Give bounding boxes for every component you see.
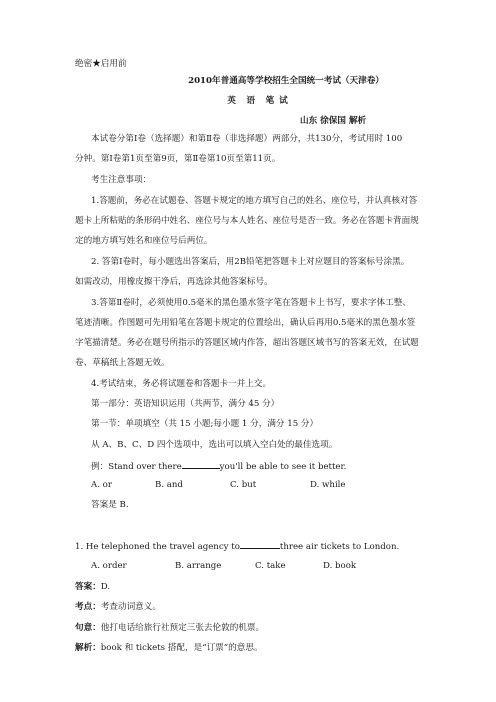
exam-subtitle: 英 语 笔 试 <box>227 96 289 106</box>
answer-line <box>75 582 110 593</box>
note-2-line-2: 如需改动，用橡皮擦干净后，再选涂其他答案标号。 <box>75 277 273 287</box>
notice-heading: 考生注意事项： <box>91 175 152 185</box>
note-1-line-1: 1.答题前，务必在试题卷、答题卡规定的地方填写自己的姓名、座位号，并认真核对答 <box>91 196 418 206</box>
part-1-heading: 第一部分：英语知识运用（共两节，满分 45 分） <box>91 399 280 409</box>
test-point-value: 考查动词意义。 <box>100 602 161 612</box>
exam-title: 2010年普通高等学校招生全国统一考试（天津卷） <box>188 76 384 86</box>
example-blank <box>182 460 220 469</box>
intro-line-1: 本试卷分第Ⅰ卷（选择题）和第Ⅱ卷（非选择题）两部分，共130分，考试用时 100 <box>91 134 403 144</box>
question-1-text-before: 1. He telephoned the travel agency to <box>75 542 240 552</box>
sentence-meaning-line <box>75 623 264 634</box>
section-1-heading: 第一节：单项填空（共 15 小题;每小题 1 分，满分 15 分） <box>91 419 319 429</box>
note-1-line-3: 定的地方填写姓名和座位号后两位。 <box>75 236 213 246</box>
sentence-meaning-value: 他打电话给旅行社预定三张去伦敦的机票。 <box>100 623 265 633</box>
example-label: 例： <box>91 462 109 472</box>
question-1-option-a: A. order <box>91 561 127 571</box>
example-option-d: D. while <box>310 480 346 490</box>
example-text-after: you'll be able to see it better. <box>219 462 347 472</box>
answer-label: 答案： <box>75 582 101 592</box>
confidential-label: 绝密★启用前 <box>75 59 127 69</box>
note-3-line-1: 3.答第Ⅱ卷时，必须使用0.5毫米的黑色墨水签字笔在答题卡上书写，要求字体工整、 <box>91 298 411 308</box>
answer-value: D. <box>100 582 111 592</box>
instruction-text: 从 A、B、C、D 四个选项中，选出可以填入空白处的最佳选项。 <box>91 440 338 450</box>
sentence-meaning-label: 句意： <box>75 623 101 633</box>
note-2-line-1: 2. 答第Ⅰ卷时，每小题选出答案后，用2B铅笔把答题卡上对应题目的答案标号涂黑。 <box>91 257 410 267</box>
question-1-option-d: D. book <box>323 561 357 571</box>
intro-line-2: 分钟。第Ⅰ卷第1页至第9页，第Ⅱ卷第10页至第11页。 <box>75 154 281 164</box>
question-1-stem <box>75 540 399 553</box>
note-3-line-2: 笔迹清晰。作图题可先用铅笔在答题卡规定的位置绘出，确认后再用0.5毫米的黑色墨水签 <box>75 318 416 328</box>
analysis-value: book 和 tickets 搭配，是“订票”的意思。 <box>100 643 263 653</box>
example-sentence <box>91 460 346 473</box>
analysis-line <box>75 643 263 654</box>
note-1-line-2: 题卡上所粘贴的条形码中姓名、座位号与本人姓名、座位号是否一致。务必在答题卡背面规 <box>75 216 419 226</box>
example-option-b: B. and <box>155 480 183 490</box>
example-text-before: Stand over there <box>108 462 182 472</box>
test-point-line <box>75 602 161 613</box>
question-1-option-c: C. take <box>255 561 286 571</box>
note-3-line-3: 字笔描清楚。务必在题号所指示的答题区域内作答，超出答题区域书写的答案无效，在试题 <box>75 338 419 348</box>
note-4: 4.考试结束，务必将试题卷和答题卡一并上交。 <box>91 379 272 389</box>
question-1-blank <box>240 540 280 549</box>
analysis-label: 解析： <box>75 643 101 653</box>
example-answer: 答案是 B. <box>91 500 129 510</box>
note-3-line-4: 卷、草稿纸上答题无效。 <box>75 358 170 368</box>
test-point-label: 考点： <box>75 602 101 612</box>
example-option-a: A. or <box>91 480 112 490</box>
question-1-text-after: three air tickets to London. <box>279 542 400 552</box>
example-option-c: C. but <box>230 480 257 490</box>
byline: 山东 徐保国 解析 <box>300 116 367 126</box>
question-1-option-b: B. arrange <box>175 561 222 571</box>
